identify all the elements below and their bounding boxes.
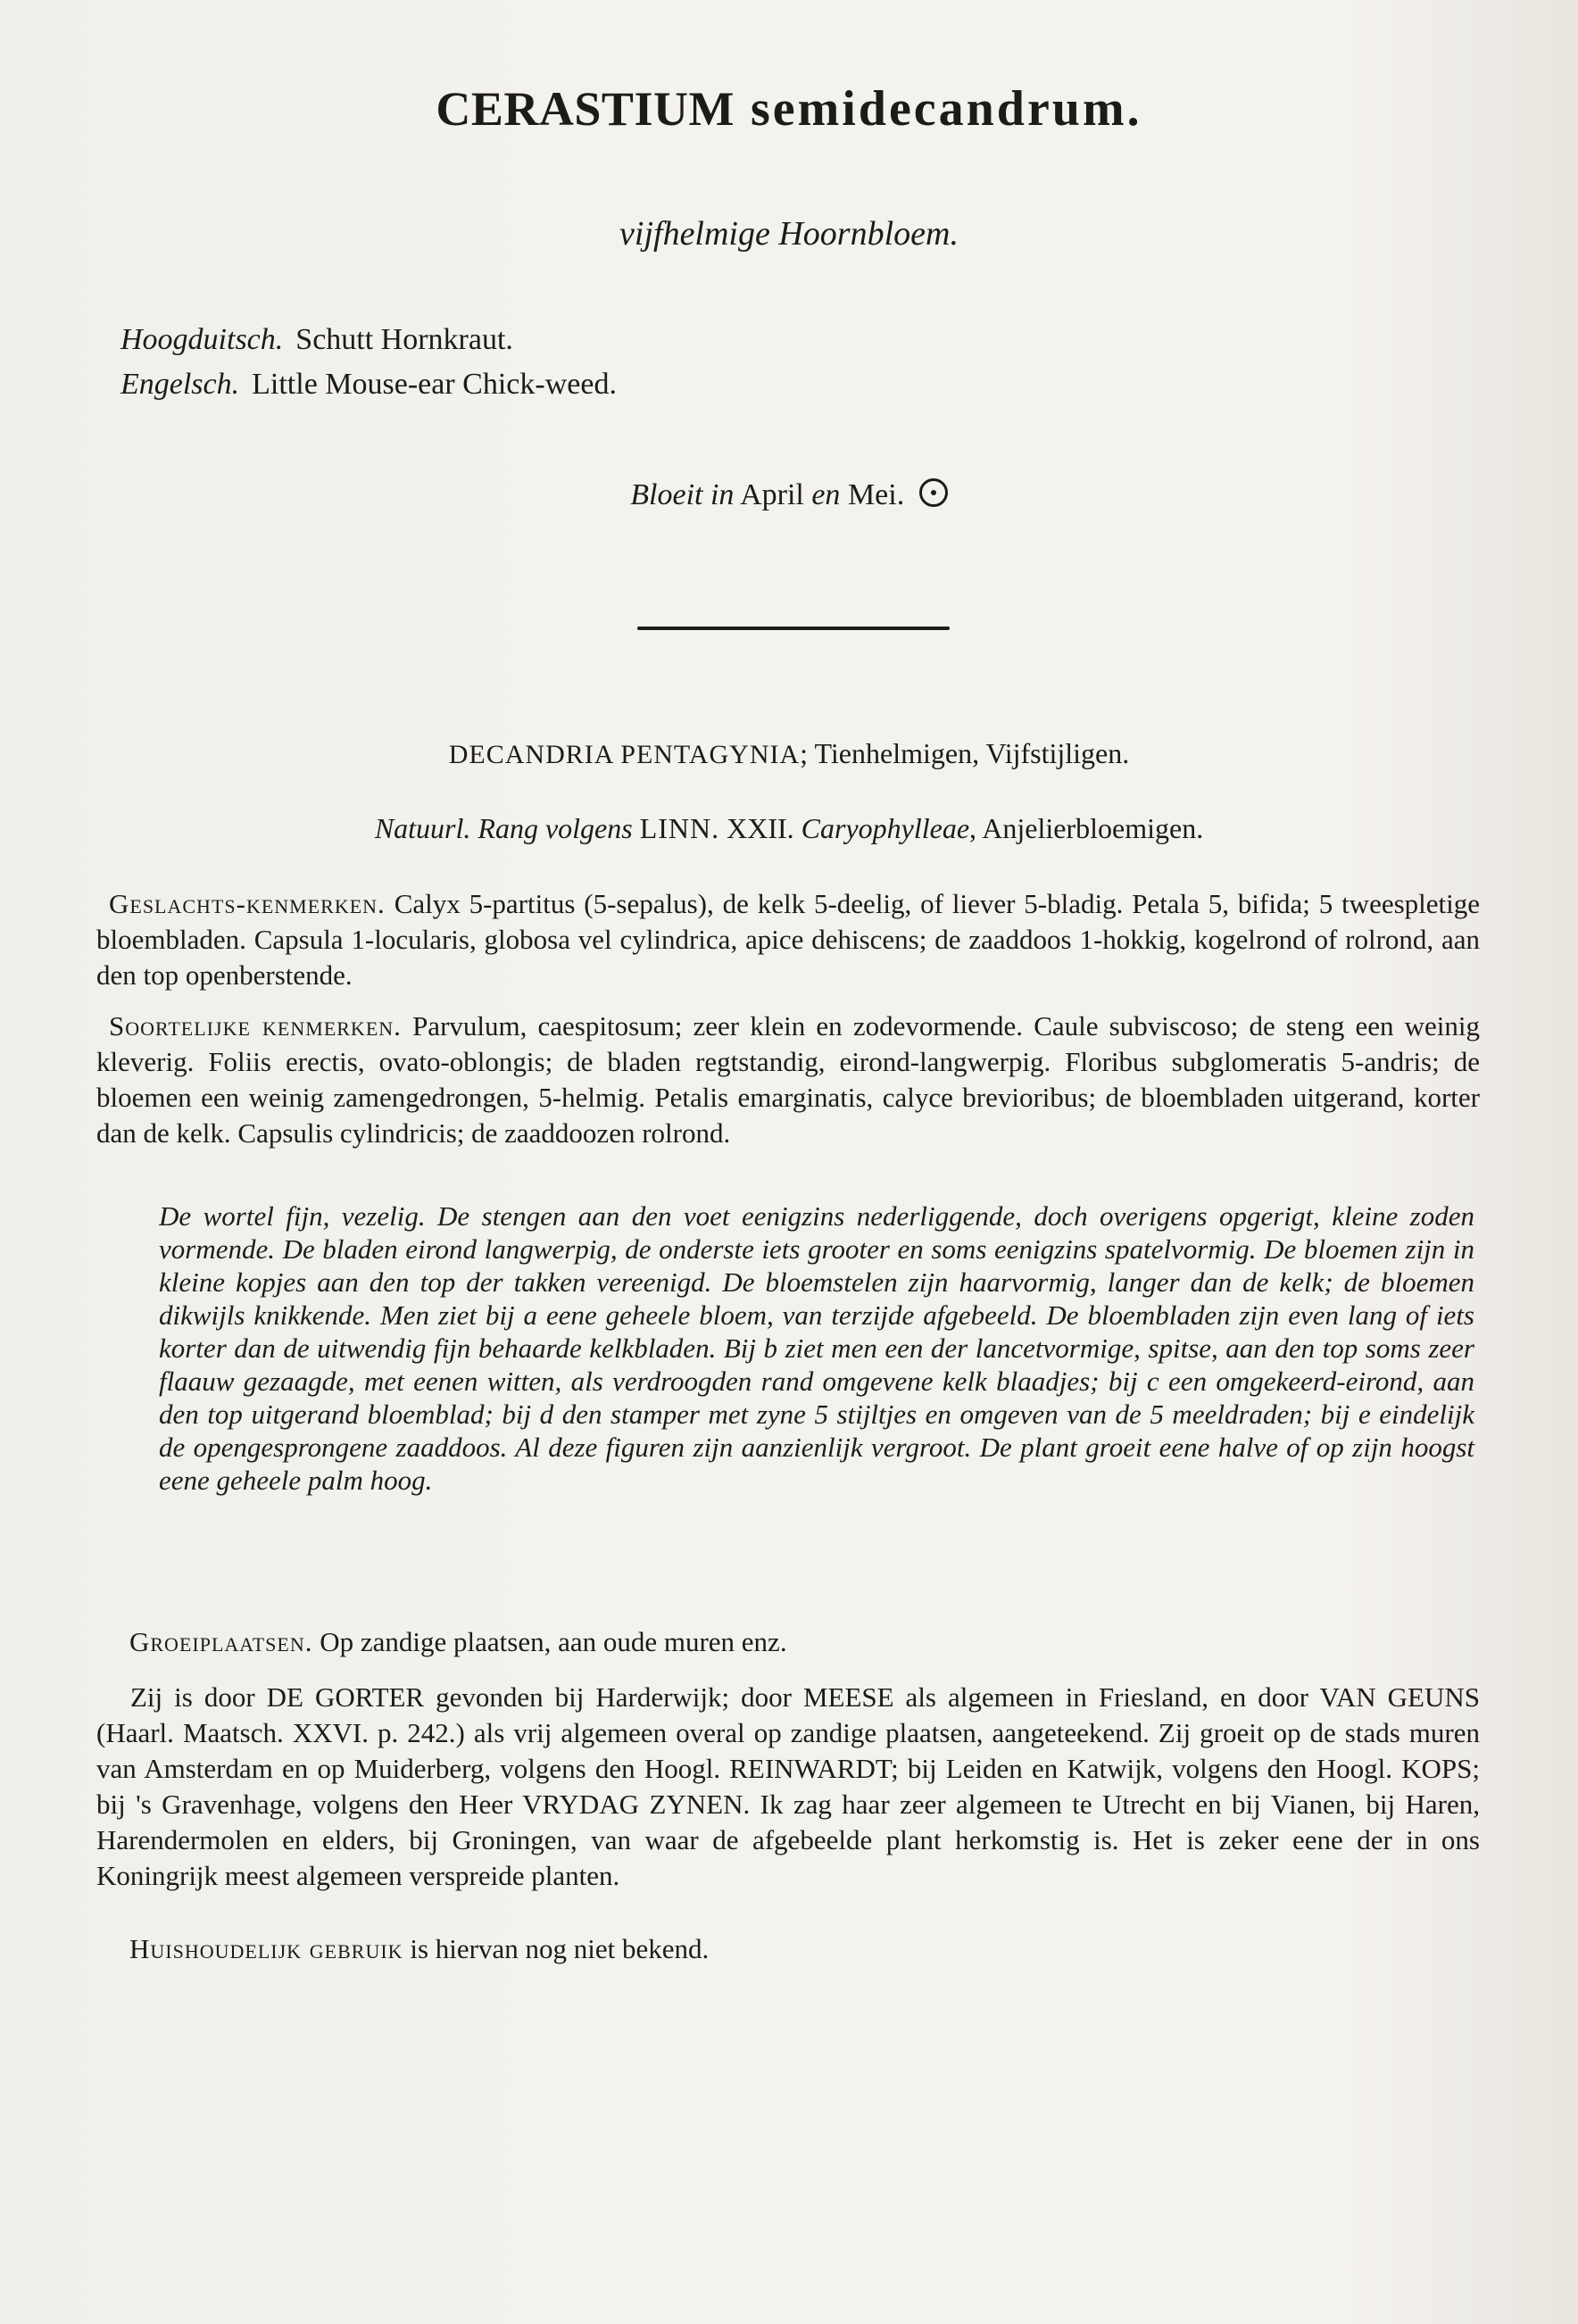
title-species: semidecandrum. (750, 81, 1142, 137)
habitat-heading: Groeiplaatsen. (129, 1626, 313, 1657)
vernacular-english-label: Engelsch. (120, 368, 240, 401)
classification-system: DECANDRIA PENTAGYNIA (448, 740, 801, 769)
natural-rank-family: Caryophylleae (801, 812, 970, 844)
household-use-text: is hiervan nog niet bekend. (410, 1933, 710, 1964)
common-name: vijfhelmige Hoornbloem. (619, 215, 959, 253)
bloom-conj: en (811, 478, 841, 511)
species-characters-text: Parvulum, caespitosum; zeer klein en zodevormende. Caule subviscoso; de steng een weinig kleverig. Foliis erectis, ovato-oblongis; de bladen regtstandig, eirond-langwerpig. Floribus subglomeratis 5-andris; de bloemen een weinig zamengedrongen, 5-helmig. Petalis emarginatis, calyce brevioribus; de bloembladen uitgerand, korter dan de kelk. Capsulis cylindricis; de zaaddoozen rolrond. (96, 1010, 1481, 1149)
natural-rank-author: LINN. (639, 812, 720, 844)
classification-sep: ; (800, 737, 809, 769)
description-paragraph: De wortel fijn, vezelig. De stengen aan den voet eenigzins nederliggende, doch overigens opgerigt, kleine zoden vormende. De bladen eirond langwerpig, de onderste iets grooter en soms eenigzins spatelvormig. De bloemen zijn in kleine kopjes aan den top der takken vereenigd. De bloemstelen zijn haarvormig, langer dan de kelk; de bloemen dikwijls knikkende. Men ziet bij a eene geheele bloem, van terzijde afgebeeld. De bloembladen zijn even lang of iets korter dan de uitwendig fijn behaarde kelkbladen. Bij b ziet men een der lancetvormige, spitse, aan den top soms zeer flaauw gezaagde, met eenen witten, als verdroogden rand omgevene kelk blaadjes; bij c een omgekeerd-eirond, aan den top uitgerand bloemblad; bij d den stamper met zyne 5 stijltjes en omgeven van de 5 meeldraden; bij e eindelijk de opengesprongene zaaddoos. Al deze figuren zijn aanzienlijk vergroot. De plant groeit eene halve of op zijn hoogst eene geheele palm hoog. (159, 1200, 1474, 1496)
household-use-heading: Huishoudelijk gebruik (129, 1933, 403, 1964)
natural-rank-number: XXII. (727, 812, 794, 844)
species-characters-heading: Soortelijke kenmerken. (109, 1010, 402, 1042)
genus-characters-text: Calyx 5-partitus (5-sepalus), de kelk 5-deelig, of liever 5-bladig. Petala 5, bifida; 5 tweespletige bloembladen. Capsula 1-locularis, globosa vel cylindrica, apice dehiscens; de zaaddoos 1-hokkig, kogelrond of rolrond, aan den top openberstende. (96, 888, 1481, 991)
household-use (129, 1931, 1468, 1967)
genus-characters (96, 886, 1480, 993)
vernacular-english-name: Little Mouse-ear Chick-weed. (252, 368, 617, 401)
vernacular-english (120, 368, 617, 402)
genus-characters-heading: Geslachts-kenmerken. (109, 888, 386, 919)
natural-rank-family-nl: , Anjelierbloemigen. (969, 812, 1204, 844)
bloom-period (0, 478, 1578, 512)
bloom-prefix: Bloeit in (630, 478, 735, 511)
species-characters (96, 1008, 1480, 1151)
bloom-month-1: April (740, 478, 804, 511)
bloom-month-2: Mei. (847, 478, 905, 511)
vernacular-german-name: Schutt Hornkraut. (295, 323, 513, 356)
classification-dutch: Tienhelmigen, Vijfstijligen. (814, 737, 1130, 769)
page-title (0, 82, 1578, 137)
natural-rank-prefix: Natuurl. Rang volgens (374, 812, 633, 844)
vernacular-german (120, 323, 513, 357)
vernacular-german-label: Hoogduitsch. (120, 323, 284, 356)
habitat-text: Op zandige plaatsen, aan oude muren enz. (320, 1626, 787, 1657)
distribution-paragraph: Zij is door DE GORTER gevonden bij Harderwijk; door MEESE als algemeen in Friesland, en door VAN GEUNS (Haarl. Maatsch. XXVI. p. 242.) als vrij algemeen overal op zandige plaatsen, aangeteekend. Zij groeit op de stads muren van Amsterdam en op Muiderberg, volgens den Hoogl. REINWARDT; bij Leiden en Katwijk, volgens den Hoogl. KOPS; bij 's Gravenhage, volgens den Heer VRYDAG ZYNEN. Ik zag haar zeer algemeen te Utrecht en bij Vianen, bij Haren, Harendermolen en elders, bij Groningen, van waar de afgebeelde plant herkomstig is. Het is zeker eene der in ons Koningrijk meest algemeen verspreide planten. (96, 1681, 1480, 1891)
title-genus: CERASTIUM (436, 82, 735, 136)
natural-rank (0, 812, 1578, 845)
annual-circle-icon (919, 478, 948, 507)
habitat (129, 1624, 1468, 1660)
divider-rule (637, 627, 950, 630)
classification (0, 737, 1578, 770)
